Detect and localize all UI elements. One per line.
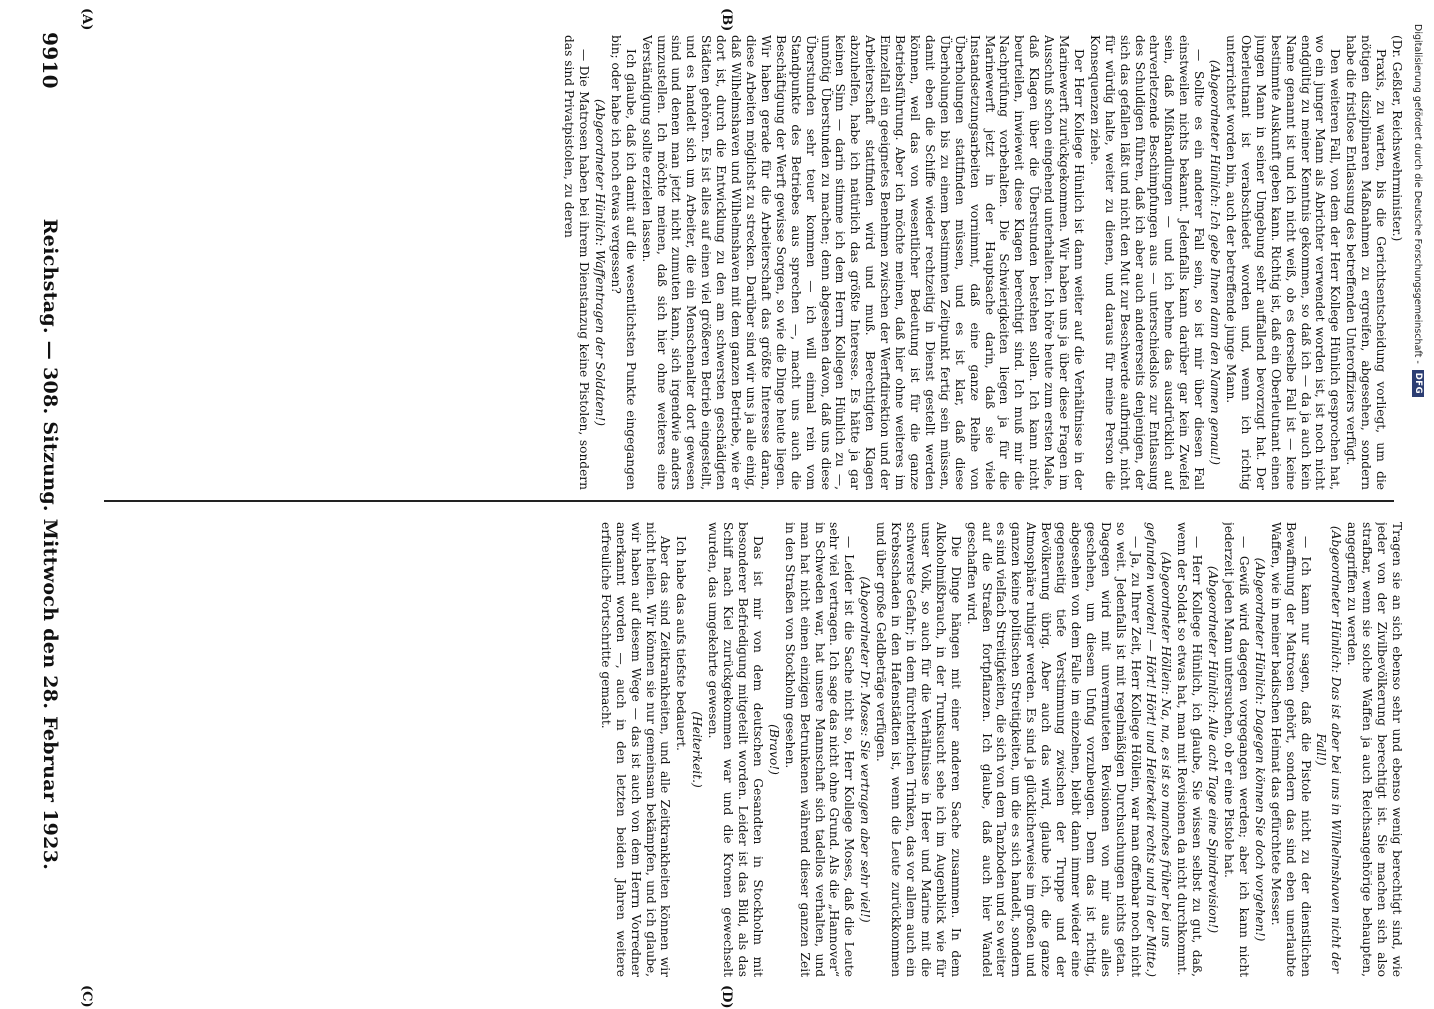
interjection: (Bravo!) [766,724,781,775]
paragraph: Die Dinge hängen mit einer anderen Sache zusammen. In dem Alkoholmißbrauch, in der Trunksucht sehe ich im Augenblick wie für unser Volk, so auch für die Verhältnisse in Heer und Marine mit die schwerste Gefahr; in dem fürchterlichen Trinken, das vor allem auch ein Krebsschaden in den Hafenstädten ist, wenn die Leute zurückkommen und über große Geldbeträge verfügen. [874,522,963,977]
left-text-column [99,35,1404,490]
page-number: 9910 [38,32,62,89]
margin-marker-a: (A) [79,8,94,31]
margin-marker-d: (D) [719,985,734,1009]
interjection: (Heiterkeit.) [690,711,705,788]
paragraph: Ich habe das aufs tiefste bedauert. [674,536,689,751]
interjection: (Abgeordneter Hünlich: Alle acht Tage eine Spindrevision!) [1206,565,1221,934]
interjection: (Abgeordneter Hünlich: Dagegen können Sie doch vorgehen!) [1252,557,1267,942]
interjection: (Abgeordneter Höllein: Na, na, es ist so manches früher bei uns gefunden worden! — Hört! Hört! und Heiterkeit rechts und in der Mitte.) [1144,522,1174,977]
paragraph: Tragen sie an sich ebenso sehr und ebenso wenig berechtigt sind, wie jeder von der Zivilbevölkerung berechtigt ist. Sie machen sich also strafbar, wenn sie solche Waffen ja auch Reichsangehörige behaupten, angegriffen zu werden. [1345,522,1404,977]
interjection: (Abgeordneter Dr. Moses: Sie vertragen aber sehr viel!) [858,576,873,923]
paragraph: Praxis, zu warten, bis die Gerichtsentscheidung vorliegt, um die nötigen disziplinaren Maßnahmen zu ergreifen, abgesehen, sondern habe die fristlose Entlassung des betreffenden Unteroffiziers verfügt. [1344,35,1389,490]
paragraph: — Herr Kollege Hünlich, ich glaube, Sie wissen selbst zu gut, daß, wenn der Soldat so etwas hat, man mit Revisionen da nicht durchkommt. [1175,522,1205,977]
paragraph: — Ich kann nur sagen, daß die Pistole nicht zu der dienstlichen Bewaffnung der Matrosen gehört, sondern das sind eben unerlaubte Waffen, wie in meiner badischen Heimat das gefürchtete Messer. [1268,522,1313,977]
page-header [20,32,80,1000]
paragraph: Aber das sind Zeitkrankheiten, und alle Zeitkrankheiten können wir nicht heilen. Wir können sie nur gemeinsam bekämpfen, und ich glaube, wir haben auf diesem Wege — das ist auch von dem Herrn Vorredner anerkannt worden —, auch in den letzten beiden Jahren weitere erfreuliche Fortschritte gemacht. [598,522,673,977]
margin-marker-c: (C) [79,985,94,1008]
paragraph: Der Herr Kollege Hünlich ist dann weiter auf die Verhältnisse in der Marinewerft zurückgekommen. Wir haben uns ja über diese Fragen im Ausschuß schon eingehend unterhalten. Ich höre heute zum ersten Male, daß Klagen über die Überstunden bestehen sollen. Ich kann nicht beurteilen, inwieweit diese Klagen berechtigt sind. Ich muß mir die Nachprüfung vorbehalten. Die Schwierigkeiten liegen ja für die Marinewerft jetzt in der Hauptsache darin, daß sie viele Instandsetzungsarbeiten vornimmt, daß eine ganze Reihe von Überholungen stattfinden müssen, und es ist klar, daß diese Überholungen bis zu einem bestimmten Zeitpunkt fertig sein müssen, damit eben die Schiffe wieder rechtzeitig in Dienst gestellt werden können, weil das von wesentlicher Bedeutung ist für die ganze Betriebsführung. Aber ich möchte meinen, daß hier ohne weiteres im Einzelfall ein geeignetes Benehmen zwischen der Werftdirektion und der Arbeiterschaft stattfinden wird und muß. Berechtigten Klagen abzuhelfen, habe ich natürlich das größte Interesse. Es hätte ja gar keinen Sinn — darin stimme ich dem Herrn Kollegen Hünlich zu —, unnötig Überstunden zu machen; denn abgesehen davon, daß uns diese Überstunden sehr teuer kommen — ich will einmal rein vom Standpunkte des Betriebes aus sprechen —, macht uns auch die Beschäftigung der Werft gewisse Sorgen, so wie die Dinge heute liegen. Wir haben gerade für die Arbeiterschaft das größte Interesse daran, diese Arbeiten möglichst zu strecken. Darüber sind wir uns ja alle einig, daß Wilhelmshaven und Wilhelmshaven mit dem ganzen Betriebe, wie er dort ist, durch die Entwicklung zu den am schwersten geschädigten Städten gehören. Es ist alles auf einen viel größeren Betrieb eingestellt, und es handelt sich um Arbeiter, die ein Menschenalter dort gewesen sind und denen man jetzt nicht zumuten kann, sich irgendwie anders umzustellen. Ich möchte meinen, daß sich hier ohne weiteres eine Verständigung sollte erzielen lassen. [639,35,1086,490]
paragraph: — Leider ist die Sache nicht so, Herr Kollege Moses, daß die Leute sehr viel vertragen. Ich sage das nicht ohne Grund. Als die „Hannover“ in Schweden war, hat unsere Mannschaft sich tadellos verhalten, und man hat nicht einen einzigen Betrunkenen während dieser ganzen Zeit in den Straßen von Stockholm gesehen. [782,522,857,977]
paragraph: — Die Matrosen haben bei ihrem Dienstanzug keine Pistolen, sondern das sind Privatpistolen, zu deren [562,35,592,490]
paragraph: Das ist mir von dem deutschen Gesandten in Stockholm mit besonderer Befriedigung mitgeteilt worden. Leider ist das Bild, als das Schiff nach Kiel zurückgekommen war und die Kronen gewechselt wurden, das umgekehrte gewesen. [706,522,765,977]
dfg-logo: DFG [1412,370,1424,397]
paragraph: Den weiteren Fall, von dem der Herr Kollege Hünlich gesprochen hat, wo ein junger Mann als Abrichter verwendet worden ist, ist noch nicht endgültig zu meiner Kenntnis gekommen, so daß ich — da ja auch kein Name genannt ist und ich nicht weiß, ob es derselbe Fall ist — keine bestimmte Auskunft geben kann. Richtig ist, daß ein Oberleutnant einen jungen Mann in seiner Umgebung sehr auffallend bevorzugt hat. Der Oberleutnant ist verabschiedet worden und, wenn ich richtig unterrichtet worden bin, auch der betreffende junge Mann. [1224,35,1343,490]
paragraph: Ich glaube, daß ich damit auf die wesentlichsten Punkte eingegangen bin; oder habe ich noch etwas vergessen? [608,35,638,490]
paragraph: — Gewiß wird dagegen vorgegangen werden; aber ich kann nicht jederzeit jeden Mann untersuchen, ob er eine Pistole hat. [1222,522,1251,977]
footer-text: Digitalisierung gefördert durch die Deutsche Forschungsgemeinschaft - [1412,24,1424,364]
paragraph: — Ja, zu Ihrer Zeit, Herr Kollege Höllein, war man offenbar noch nicht so weit. Jedenfalls ist mit regelmäßigen Durchsuchungen nichts getan. Dagegen wird mit unvermuteten Revisionen von mir aus alles geschehen, um diesem Unfug vorzubeugen. Denn das ist richtig, abgesehen von dem Falle im einzelnen, bleibt dann immer wieder eine gegenseitig tiefe Verstimmung zwischen der Truppe und der Bevölkerung übrig. Aber auch das wird, glaube ich, die ganze Atmosphäre ruhiger werden. Es sind ja glücklicherweise im großen und ganzen keine politischen Streitigkeiten, um die es sich handelt, sondern es sind vielfach Streitigkeiten, die sich von dem Tanzboden und so weiter auf die Straßen fortpflanzen. Ich glaube, daß auch hier Wandel geschaffen wird. [964,522,1143,977]
paragraph: — Sollte es ein anderer Fall sein, so ist mir über diesen Fall einstweilen nichts bekannt. Jedenfalls kann darüber gar kein Zweifel sein, daß Mißhandlungen — und ich behne das ausdrücklich auf ehrverletzende Beschimpfungen aus — unterschiedslos zur Entlassung des Schuldigen führen, daß ich aber auch andererseits denjenigen, der sich das gefallen läßt und nicht den Mut zur Beschwerde aufbringt, nicht für würdig halte, weiter zu dienen, und daraus für meine Person die Konsequenzen ziehe. [1087,35,1207,490]
interjection: (Abgeordneter Hünlich: Waffentragen der Soldaten!) [592,98,607,427]
column-divider [104,500,1394,502]
margin-marker-b: (B) [719,8,734,32]
page-title: Reichstag. — 308. Sitzung. Mittwoch den 28. Februar 1923. [39,218,61,871]
interjection: (Abgeordneter Hünlich: Das ist aber bei uns in Wilhelmshaven nicht der Fall!) [1314,525,1344,974]
digitization-footer [1410,24,1426,976]
right-text-column [99,522,1404,977]
interjection: (Abgeordneter Hünlich: Ich gebe Ihnen dann den Namen genau!) [1208,59,1223,466]
speaker-line: (Dr. Geßler, Reichswehrminister.) [1390,35,1404,242]
